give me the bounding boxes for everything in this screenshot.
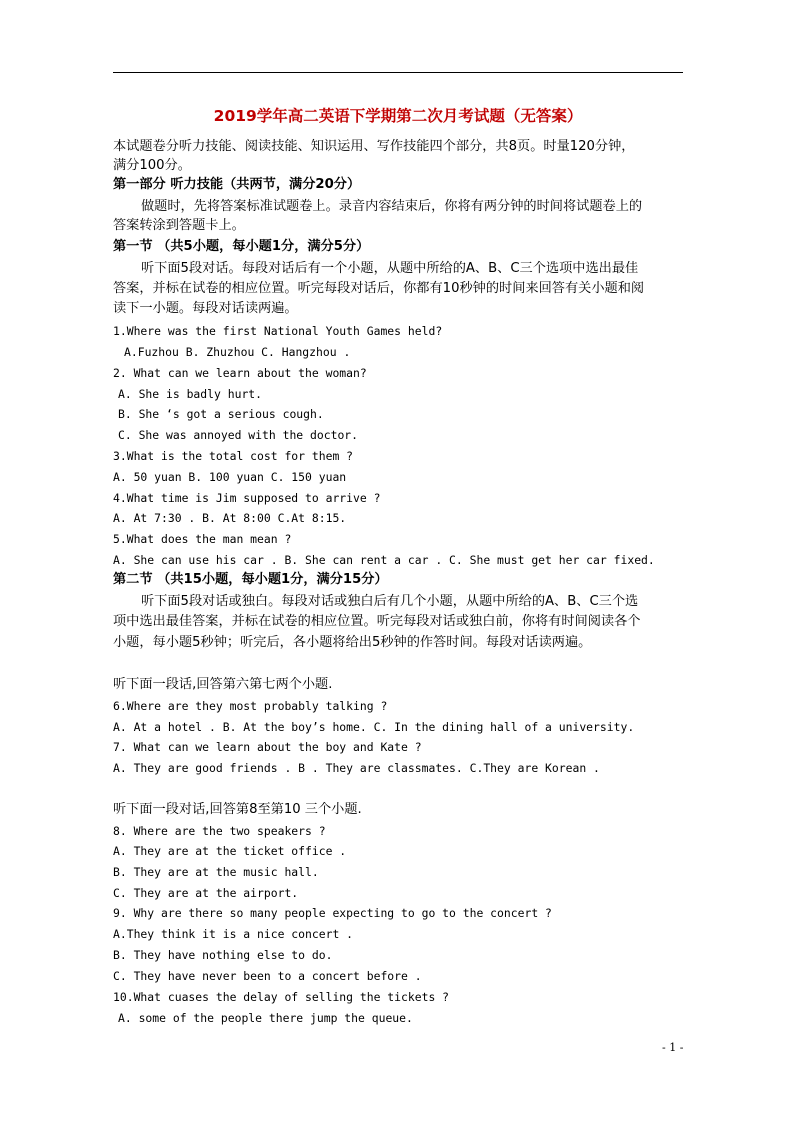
question-2-option-b: B. She ‘s got a serious cough.	[118, 407, 324, 421]
question-4: 4.What time is Jim supposed to arrive ?	[113, 491, 381, 505]
section2-instruction-line-2: 项中选出最佳答案，并标在试卷的相应位置。听完每段对话或独白前，你将有时间阅读各个	[113, 614, 641, 629]
question-7: 7. What can we learn about the boy and Kate ?	[113, 740, 422, 754]
question-2-option-c: C. She was annoyed with the doctor.	[118, 428, 359, 442]
question-8-option-a: A. They are at the ticket office .	[113, 844, 347, 858]
part1-instruction-line-1: 做题时，先将答案标准试题卷上。录音内容结束后，你将有两分钟的时间将试题卷上的	[141, 199, 643, 214]
question-9: 9. Why are there so many people expecting to go to the concert ?	[113, 906, 552, 920]
question-8-option-c: C. They are at the airport.	[113, 886, 299, 900]
page-number: - 1 -	[662, 1041, 684, 1054]
question-1-options: A.Fuzhou B. Zhuzhou C. Hangzhou .	[124, 345, 351, 359]
question-5-options: A. She can use his car . B. She can rent a car . C. She must get her car fixed.	[113, 553, 655, 567]
section2-instruction-line-3: 小题，每小题5秒钟；听完后，各小题将给出5秒钟的作答时间。每段对话读两遍。	[113, 635, 592, 650]
question-5: 5.What does the man mean ?	[113, 532, 292, 546]
section1-heading: 第一节 （共5小题，每小题1分，满分5分）	[113, 239, 370, 254]
group2-heading: 听下面一段对话,回答第8至第10 三个小题.	[113, 802, 362, 817]
document-title: 2019学年高二英语下学期第二次月考试题（无答案）	[213, 107, 583, 125]
question-9-option-c: C. They have never been to a concert before .	[113, 969, 422, 983]
question-8-option-b: B. They are at the music hall.	[113, 865, 319, 879]
question-10: 10.What cuases the delay of selling the tickets ?	[113, 990, 450, 1004]
question-9-option-b: B. They have nothing else to do.	[113, 948, 333, 962]
question-3: 3.What is the total cost for them ?	[113, 449, 354, 463]
question-2-option-a: A. She is badly hurt.	[118, 387, 263, 401]
intro-line-1: 本试题卷分听力技能、阅读技能、知识运用、写作技能四个部分，共8页。时量120分钟，	[113, 139, 635, 154]
section1-instruction-line-1: 听下面5段对话。每段对话后有一个小题，从题中所给的A、B、C三个选项中选出最佳	[141, 261, 639, 276]
question-1: 1.Where was the first National Youth Games held?	[113, 324, 443, 338]
intro-line-2: 满分100分。	[113, 158, 191, 173]
question-4-options: A. At 7:30 . B. At 8:00 C.At 8:15.	[113, 511, 347, 525]
section2-instruction-line-1: 听下面5段对话或独白。每段对话或独白后有几个小题，从题中所给的A、B、C三个选	[141, 594, 639, 609]
question-7-options: A. They are good friends . B . They are classmates. C.They are Korean .	[113, 761, 600, 775]
section2-heading: 第二节 （共15小题，每小题1分，满分15分）	[113, 572, 388, 587]
question-2: 2. What can we learn about the woman?	[113, 366, 367, 380]
section1-instruction-line-3: 读下一小题。每段对话读两遍。	[113, 301, 298, 316]
question-6: 6.Where are they most probably talking ?	[113, 699, 388, 713]
question-9-option-a: A.They think it is a nice concert .	[113, 927, 354, 941]
section1-instruction-line-2: 答案，并标在试卷的相应位置。听完每段对话后，你都有10秒钟的时间来回答有关小题和阅	[113, 281, 645, 296]
question-10-option-a: A. some of the people there jump the queue.	[118, 1011, 413, 1025]
question-8: 8. Where are the two speakers ?	[113, 824, 326, 838]
group1-heading: 听下面一段话,回答第六第七两个小题.	[113, 677, 333, 692]
part1-heading: 第一部分 听力技能（共两节，满分20分）	[113, 177, 361, 192]
question-3-options: A. 50 yuan B. 100 yuan C. 150 yuan	[113, 470, 347, 484]
part1-instruction-line-2: 答案转涂到答题卡上。	[113, 218, 245, 233]
question-6-options: A. At a hotel . B. At the boy’s home. C. In the dining hall of a university.	[113, 720, 635, 734]
header-rule	[113, 72, 683, 73]
